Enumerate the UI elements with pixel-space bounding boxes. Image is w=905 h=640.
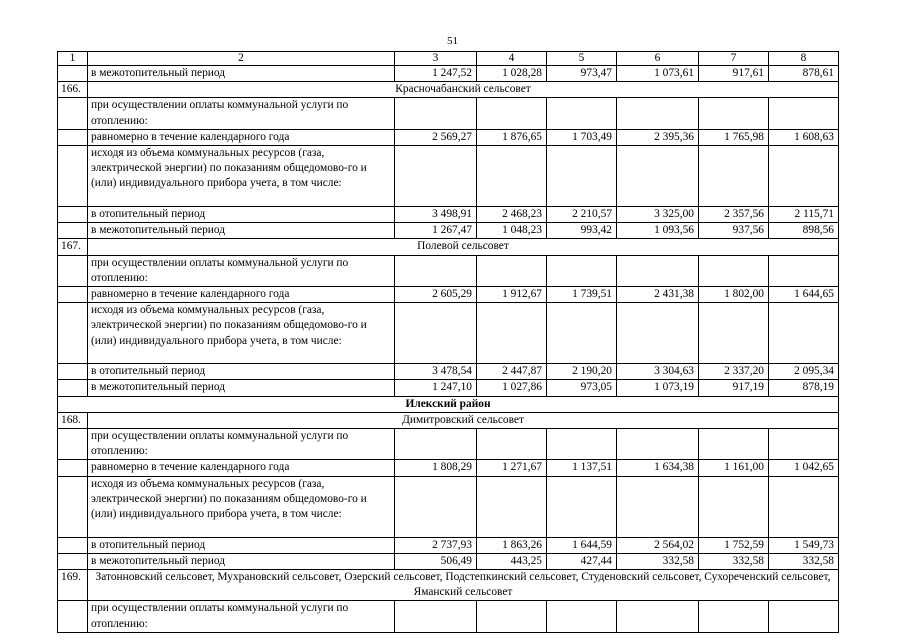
row-number xyxy=(58,287,88,303)
section-name: Красночабанский сельсовет xyxy=(88,82,839,98)
row-label: при осуществлении оплаты коммунальной услуги по отоплению: xyxy=(88,98,395,129)
value-cell: 1 161,00 xyxy=(699,460,769,476)
row-number xyxy=(58,601,88,632)
empty-cell xyxy=(617,429,699,460)
empty-cell xyxy=(477,601,547,632)
value-cell: 1 644,65 xyxy=(769,287,839,303)
value-cell: 973,05 xyxy=(547,380,617,396)
uniform-row xyxy=(58,460,839,476)
value-cell: 917,19 xyxy=(699,380,769,396)
row-label: в межотопительный период xyxy=(88,223,395,239)
heating-row xyxy=(58,364,839,380)
row-number xyxy=(58,364,88,380)
value-cell: 506,49 xyxy=(395,553,477,569)
empty-cell xyxy=(395,429,477,460)
section-name: Полевой сельсовет xyxy=(88,239,839,255)
empty-cell xyxy=(769,98,839,129)
tariff-table xyxy=(57,51,839,633)
empty-cell xyxy=(477,146,547,207)
table-row xyxy=(58,66,839,82)
empty-cell xyxy=(699,98,769,129)
value-cell: 1 739,51 xyxy=(547,287,617,303)
empty-cell xyxy=(477,476,547,537)
row-number xyxy=(58,223,88,239)
value-cell: 2 447,87 xyxy=(477,364,547,380)
empty-cell xyxy=(547,98,617,129)
region-row xyxy=(58,396,839,412)
row-number xyxy=(58,380,88,396)
empty-cell xyxy=(547,601,617,632)
value-cell: 332,58 xyxy=(769,553,839,569)
payment-row xyxy=(58,601,839,632)
section-name: Затонновский сельсовет, Мухрановский сельсовет, Озерский сельсовет, Подстепкинский сельсовет, Студеновский сельсовет, Сухореченский сельсовет, Яманский сельсовет xyxy=(88,570,839,601)
row-label: при осуществлении оплаты коммунальной услуги по отоплению: xyxy=(88,255,395,286)
row-number xyxy=(58,129,88,145)
empty-cell xyxy=(699,429,769,460)
row-number xyxy=(58,207,88,223)
volume-row xyxy=(58,303,839,364)
row-number xyxy=(58,98,88,129)
section-header-row xyxy=(58,570,839,601)
value-cell: 1 802,00 xyxy=(699,287,769,303)
row-number xyxy=(58,66,88,82)
empty-cell xyxy=(617,146,699,207)
payment-row xyxy=(58,255,839,286)
value-cell: 1 267,47 xyxy=(395,223,477,239)
value-cell: 2 095,34 xyxy=(769,364,839,380)
uniform-row xyxy=(58,287,839,303)
value-cell: 1 912,67 xyxy=(477,287,547,303)
offseason-row xyxy=(58,553,839,569)
value-cell: 3 325,00 xyxy=(617,207,699,223)
row-label: при осуществлении оплаты коммунальной услуги по отоплению: xyxy=(88,601,395,632)
value-cell: 878,19 xyxy=(769,380,839,396)
row-number xyxy=(58,476,88,537)
row-label: в межотопительный период xyxy=(88,553,395,569)
value-cell: 1 247,52 xyxy=(395,66,477,82)
value-cell: 3 498,91 xyxy=(395,207,477,223)
value-cell: 2 431,38 xyxy=(617,287,699,303)
column-header: 2 xyxy=(88,52,395,66)
row-label: в межотопительный период xyxy=(88,380,395,396)
value-cell: 898,56 xyxy=(769,223,839,239)
value-cell: 2 737,93 xyxy=(395,537,477,553)
column-header: 5 xyxy=(547,52,617,66)
column-header: 7 xyxy=(699,52,769,66)
empty-cell xyxy=(395,255,477,286)
value-cell: 1 634,38 xyxy=(617,460,699,476)
row-label: в отопительный период xyxy=(88,364,395,380)
section-name: Димитровский сельсовет xyxy=(88,412,839,428)
row-number xyxy=(58,255,88,286)
section-number: 169. xyxy=(58,570,88,601)
volume-row xyxy=(58,476,839,537)
row-label: исходя из объема коммунальных ресурсов (газа, электрической энергии) по показаниям общедомово-го и (или) индивидуального прибора учета, в том числе: xyxy=(88,146,395,207)
empty-cell xyxy=(477,98,547,129)
value-cell: 1 137,51 xyxy=(547,460,617,476)
value-cell: 1 644,59 xyxy=(547,537,617,553)
empty-cell xyxy=(617,98,699,129)
row-label: в отопительный период xyxy=(88,537,395,553)
value-cell: 2 569,27 xyxy=(395,129,477,145)
value-cell: 2 605,29 xyxy=(395,287,477,303)
section-number: 167. xyxy=(58,239,88,255)
payment-row xyxy=(58,429,839,460)
empty-cell xyxy=(699,303,769,364)
value-cell: 332,58 xyxy=(699,553,769,569)
empty-cell xyxy=(547,255,617,286)
section-header-row xyxy=(58,412,839,428)
value-cell: 917,61 xyxy=(699,66,769,82)
empty-cell xyxy=(769,476,839,537)
empty-cell xyxy=(769,303,839,364)
empty-cell xyxy=(395,303,477,364)
column-header: 4 xyxy=(477,52,547,66)
value-cell: 1 808,29 xyxy=(395,460,477,476)
value-cell: 1 608,63 xyxy=(769,129,839,145)
empty-cell xyxy=(547,303,617,364)
empty-cell xyxy=(769,146,839,207)
region-title: Илекский район xyxy=(58,396,839,412)
row-number xyxy=(58,537,88,553)
value-cell: 2 468,23 xyxy=(477,207,547,223)
heating-row xyxy=(58,537,839,553)
value-cell: 2 395,36 xyxy=(617,129,699,145)
value-cell: 1 752,59 xyxy=(699,537,769,553)
value-cell: 1 027,86 xyxy=(477,380,547,396)
offseason-row xyxy=(58,380,839,396)
section-header-row xyxy=(58,82,839,98)
volume-row xyxy=(58,146,839,207)
row-label: при осуществлении оплаты коммунальной услуги по отоплению: xyxy=(88,429,395,460)
value-cell: 2 115,71 xyxy=(769,207,839,223)
row-number xyxy=(58,429,88,460)
value-cell: 1 863,26 xyxy=(477,537,547,553)
column-header: 6 xyxy=(617,52,699,66)
value-cell: 2 564,02 xyxy=(617,537,699,553)
empty-cell xyxy=(769,429,839,460)
empty-cell xyxy=(395,98,477,129)
value-cell: 332,58 xyxy=(617,553,699,569)
row-label: в межотопительный период xyxy=(88,66,395,82)
value-cell: 1 765,98 xyxy=(699,129,769,145)
row-label: исходя из объема коммунальных ресурсов (газа, электрической энергии) по показаниям общедомово-го и (или) индивидуального прибора учета, в том числе: xyxy=(88,303,395,364)
value-cell: 1 028,28 xyxy=(477,66,547,82)
column-header: 1 xyxy=(58,52,88,66)
section-number: 166. xyxy=(58,82,88,98)
value-cell: 1 703,49 xyxy=(547,129,617,145)
value-cell: 1 549,73 xyxy=(769,537,839,553)
empty-cell xyxy=(699,146,769,207)
empty-cell xyxy=(769,255,839,286)
empty-cell xyxy=(395,476,477,537)
row-label: равномерно в течение календарного года xyxy=(88,129,395,145)
value-cell: 427,44 xyxy=(547,553,617,569)
heating-row xyxy=(58,207,839,223)
value-cell: 973,47 xyxy=(547,66,617,82)
empty-cell xyxy=(699,601,769,632)
empty-cell xyxy=(617,601,699,632)
empty-cell xyxy=(477,255,547,286)
value-cell: 878,61 xyxy=(769,66,839,82)
value-cell: 3 304,63 xyxy=(617,364,699,380)
value-cell: 2 337,20 xyxy=(699,364,769,380)
value-cell: 1 247,10 xyxy=(395,380,477,396)
row-label: в отопительный период xyxy=(88,207,395,223)
value-cell: 1 876,65 xyxy=(477,129,547,145)
empty-cell xyxy=(477,303,547,364)
row-label: равномерно в течение календарного года xyxy=(88,460,395,476)
empty-cell xyxy=(395,146,477,207)
row-number xyxy=(58,460,88,476)
column-header: 8 xyxy=(769,52,839,66)
value-cell: 1 271,67 xyxy=(477,460,547,476)
row-number xyxy=(58,146,88,207)
value-cell: 2 190,20 xyxy=(547,364,617,380)
row-label: равномерно в течение календарного года xyxy=(88,287,395,303)
value-cell: 1 073,19 xyxy=(617,380,699,396)
value-cell: 1 093,56 xyxy=(617,223,699,239)
empty-cell xyxy=(769,601,839,632)
uniform-row xyxy=(58,129,839,145)
empty-cell xyxy=(547,429,617,460)
empty-cell xyxy=(699,255,769,286)
value-cell: 937,56 xyxy=(699,223,769,239)
value-cell: 1 048,23 xyxy=(477,223,547,239)
value-cell: 2 210,57 xyxy=(547,207,617,223)
column-header: 3 xyxy=(395,52,477,66)
empty-cell xyxy=(547,476,617,537)
section-number: 168. xyxy=(58,412,88,428)
empty-cell xyxy=(617,476,699,537)
section-header-row xyxy=(58,239,839,255)
value-cell: 1 073,61 xyxy=(617,66,699,82)
value-cell: 1 042,65 xyxy=(769,460,839,476)
row-number xyxy=(58,303,88,364)
row-number xyxy=(58,553,88,569)
header-row xyxy=(58,52,839,66)
value-cell: 2 357,56 xyxy=(699,207,769,223)
value-cell: 993,42 xyxy=(547,223,617,239)
empty-cell xyxy=(395,601,477,632)
payment-row xyxy=(58,98,839,129)
value-cell: 443,25 xyxy=(477,553,547,569)
offseason-row xyxy=(58,223,839,239)
empty-cell xyxy=(699,476,769,537)
row-label: исходя из объема коммунальных ресурсов (газа, электрической энергии) по показаниям общедомово-го и (или) индивидуального прибора учета, в том числе: xyxy=(88,476,395,537)
value-cell: 3 478,54 xyxy=(395,364,477,380)
empty-cell xyxy=(617,255,699,286)
empty-cell xyxy=(547,146,617,207)
empty-cell xyxy=(477,429,547,460)
empty-cell xyxy=(617,303,699,364)
page-number: 51 xyxy=(447,35,458,47)
